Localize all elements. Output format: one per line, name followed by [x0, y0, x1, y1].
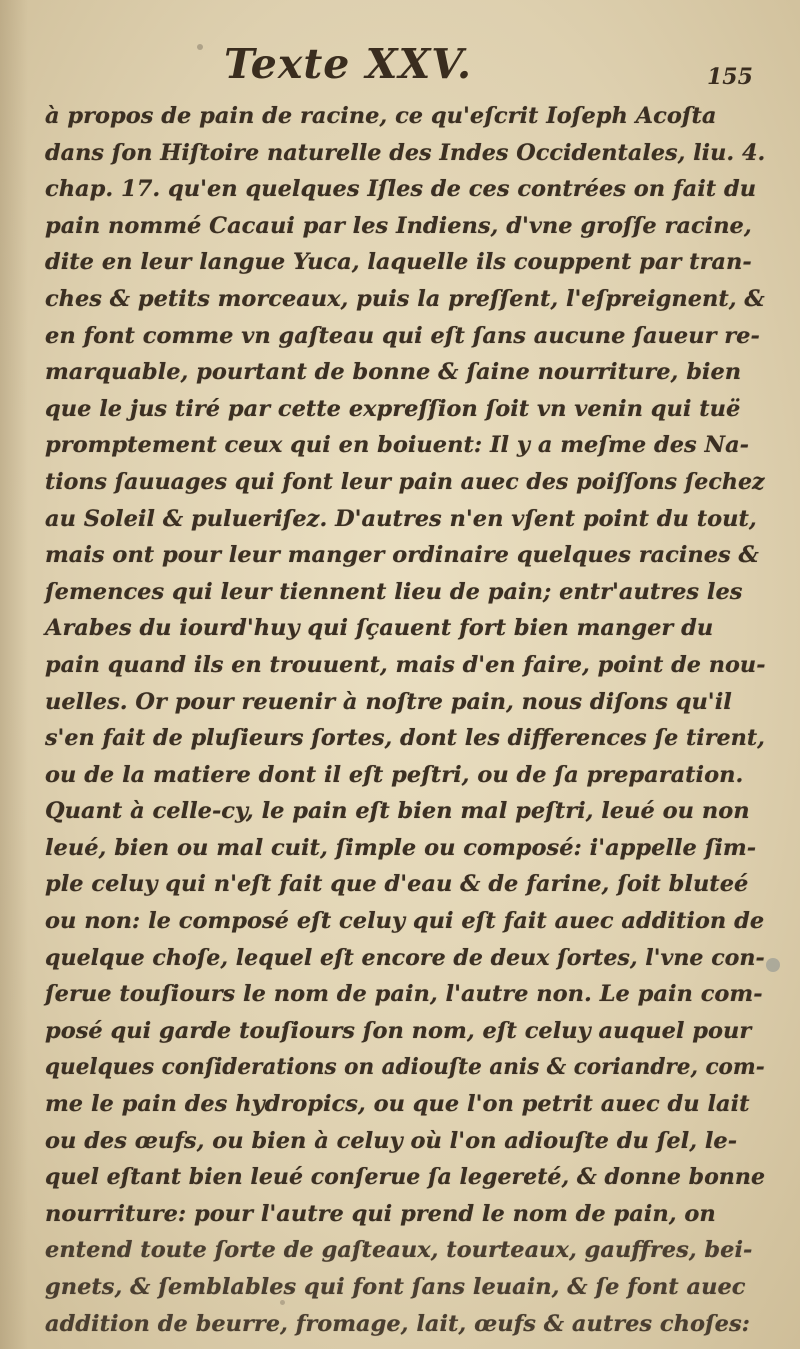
text-line: dans ſon Hiſtoire naturelle des Indes Occidentales, liu. 4. [45, 139, 766, 166]
text-line: mais ont pour leur manger ordinaire quelques racines & [45, 542, 759, 569]
text-line: quel eſtant bien leué conſerue ſa legereté, & donne bonne [45, 1164, 766, 1191]
gutter-shadow [0, 0, 28, 1349]
text-line: leué, bien ou mal cuit, ſimple ou composé: i'appelle ſim- [45, 834, 757, 861]
text-line: gnets, & ſemblables qui font ſans leuain, & ſe font auec [45, 1274, 746, 1300]
text-line: ou des œufs, ou bien à celuy où l'on adiouſte du ſel, le- [45, 1127, 738, 1154]
text-line: me le pain des hydropics, ou que l'on petrit auec du lait [45, 1091, 750, 1118]
paper-stain [766, 958, 780, 972]
running-title: Texte XXV. [224, 40, 473, 88]
page-header [0, 40, 800, 100]
text-line: posé qui garde touſiours ſon nom, eſt celuy auquel pour [45, 1017, 752, 1044]
text-line: pain quand ils en trouuent, mais d'en faire, point de nou- [45, 651, 766, 678]
text-line: en font comme vn gaſteau qui eſt ſans aucune ſaueur re- [45, 322, 760, 349]
text-line: s'en fait de pluſieurs ſortes, dont les differences ſe tirent, [45, 725, 765, 752]
text-line: que le jus tiré par cette expreſſion ſoit vn venin qui tuë [45, 395, 741, 422]
text-line: ſemences qui leur tiennent lieu de pain; entr'autres les [45, 578, 743, 605]
text-line: addition de beurre, fromage, lait, œufs & autres choſes: [45, 1310, 750, 1337]
text-line: promptement ceux qui en boiuent: Il y a meſme des Na- [45, 432, 750, 459]
text-line: ou non: le composé eſt celuy qui eſt fait auec addition de [45, 908, 765, 935]
text-line: quelques conſiderations on adiouſte anis & coriandre, com- [45, 1054, 765, 1081]
text-line: nourriture: pour l'autre qui prend le nom de pain, on [45, 1200, 716, 1227]
text-line: ſerue touſiours le nom de pain, l'autre non. Le pain com- [45, 981, 763, 1008]
text-line: Arabes du iourd'huy qui ſçauent fort bien manger du [45, 615, 714, 642]
paper-stain [197, 44, 203, 50]
body-text [45, 98, 765, 1342]
text-line: quelque choſe, lequel eſt encore de deux ſortes, l'vne con- [45, 944, 765, 971]
text-line: entend toute ſorte de gaſteaux, tourteaux, gauffres, bei- [45, 1237, 753, 1264]
text-line: ou de la matiere dont il eſt peſtri, ou de ſa preparation. [45, 761, 744, 788]
text-line: pain nommé Cacaui par les Indiens, d'vne groſſe racine, [45, 212, 752, 239]
text-line: uelles. Or pour reuenir à noſtre pain, nous diſons qu'il [45, 688, 732, 715]
text-line: Quant à celle-cy, le pain eſt bien mal peſtri, leué ou non [45, 798, 750, 825]
text-line: chap. 17. qu'en quelques Iſles de ces contrées on fait du [45, 176, 757, 203]
page-number: 155 [707, 64, 753, 90]
text-line: tions ſauuages qui font leur pain auec des poiſſons ſechez [45, 468, 765, 495]
text-line: au Soleil & pulueriſez. D'autres n'en vſent point du tout, [45, 505, 757, 532]
text-line: ple celuy qui n'eſt fait que d'eau & de farine, ſoit bluteé [45, 871, 749, 898]
text-line: à propos de pain de racine, ce qu'eſcrit Ioſeph Acoſta [45, 103, 717, 129]
text-line: ches & petits morceaux, puis la preſſent, l'eſpreignent, & [45, 285, 765, 312]
paper-stain [280, 1300, 285, 1305]
text-line: marquable, pourtant de bonne & ſaine nourriture, bien [45, 359, 742, 386]
text-line: dite en leur langue Yuca, laquelle ils couppent par tran- [45, 249, 752, 276]
